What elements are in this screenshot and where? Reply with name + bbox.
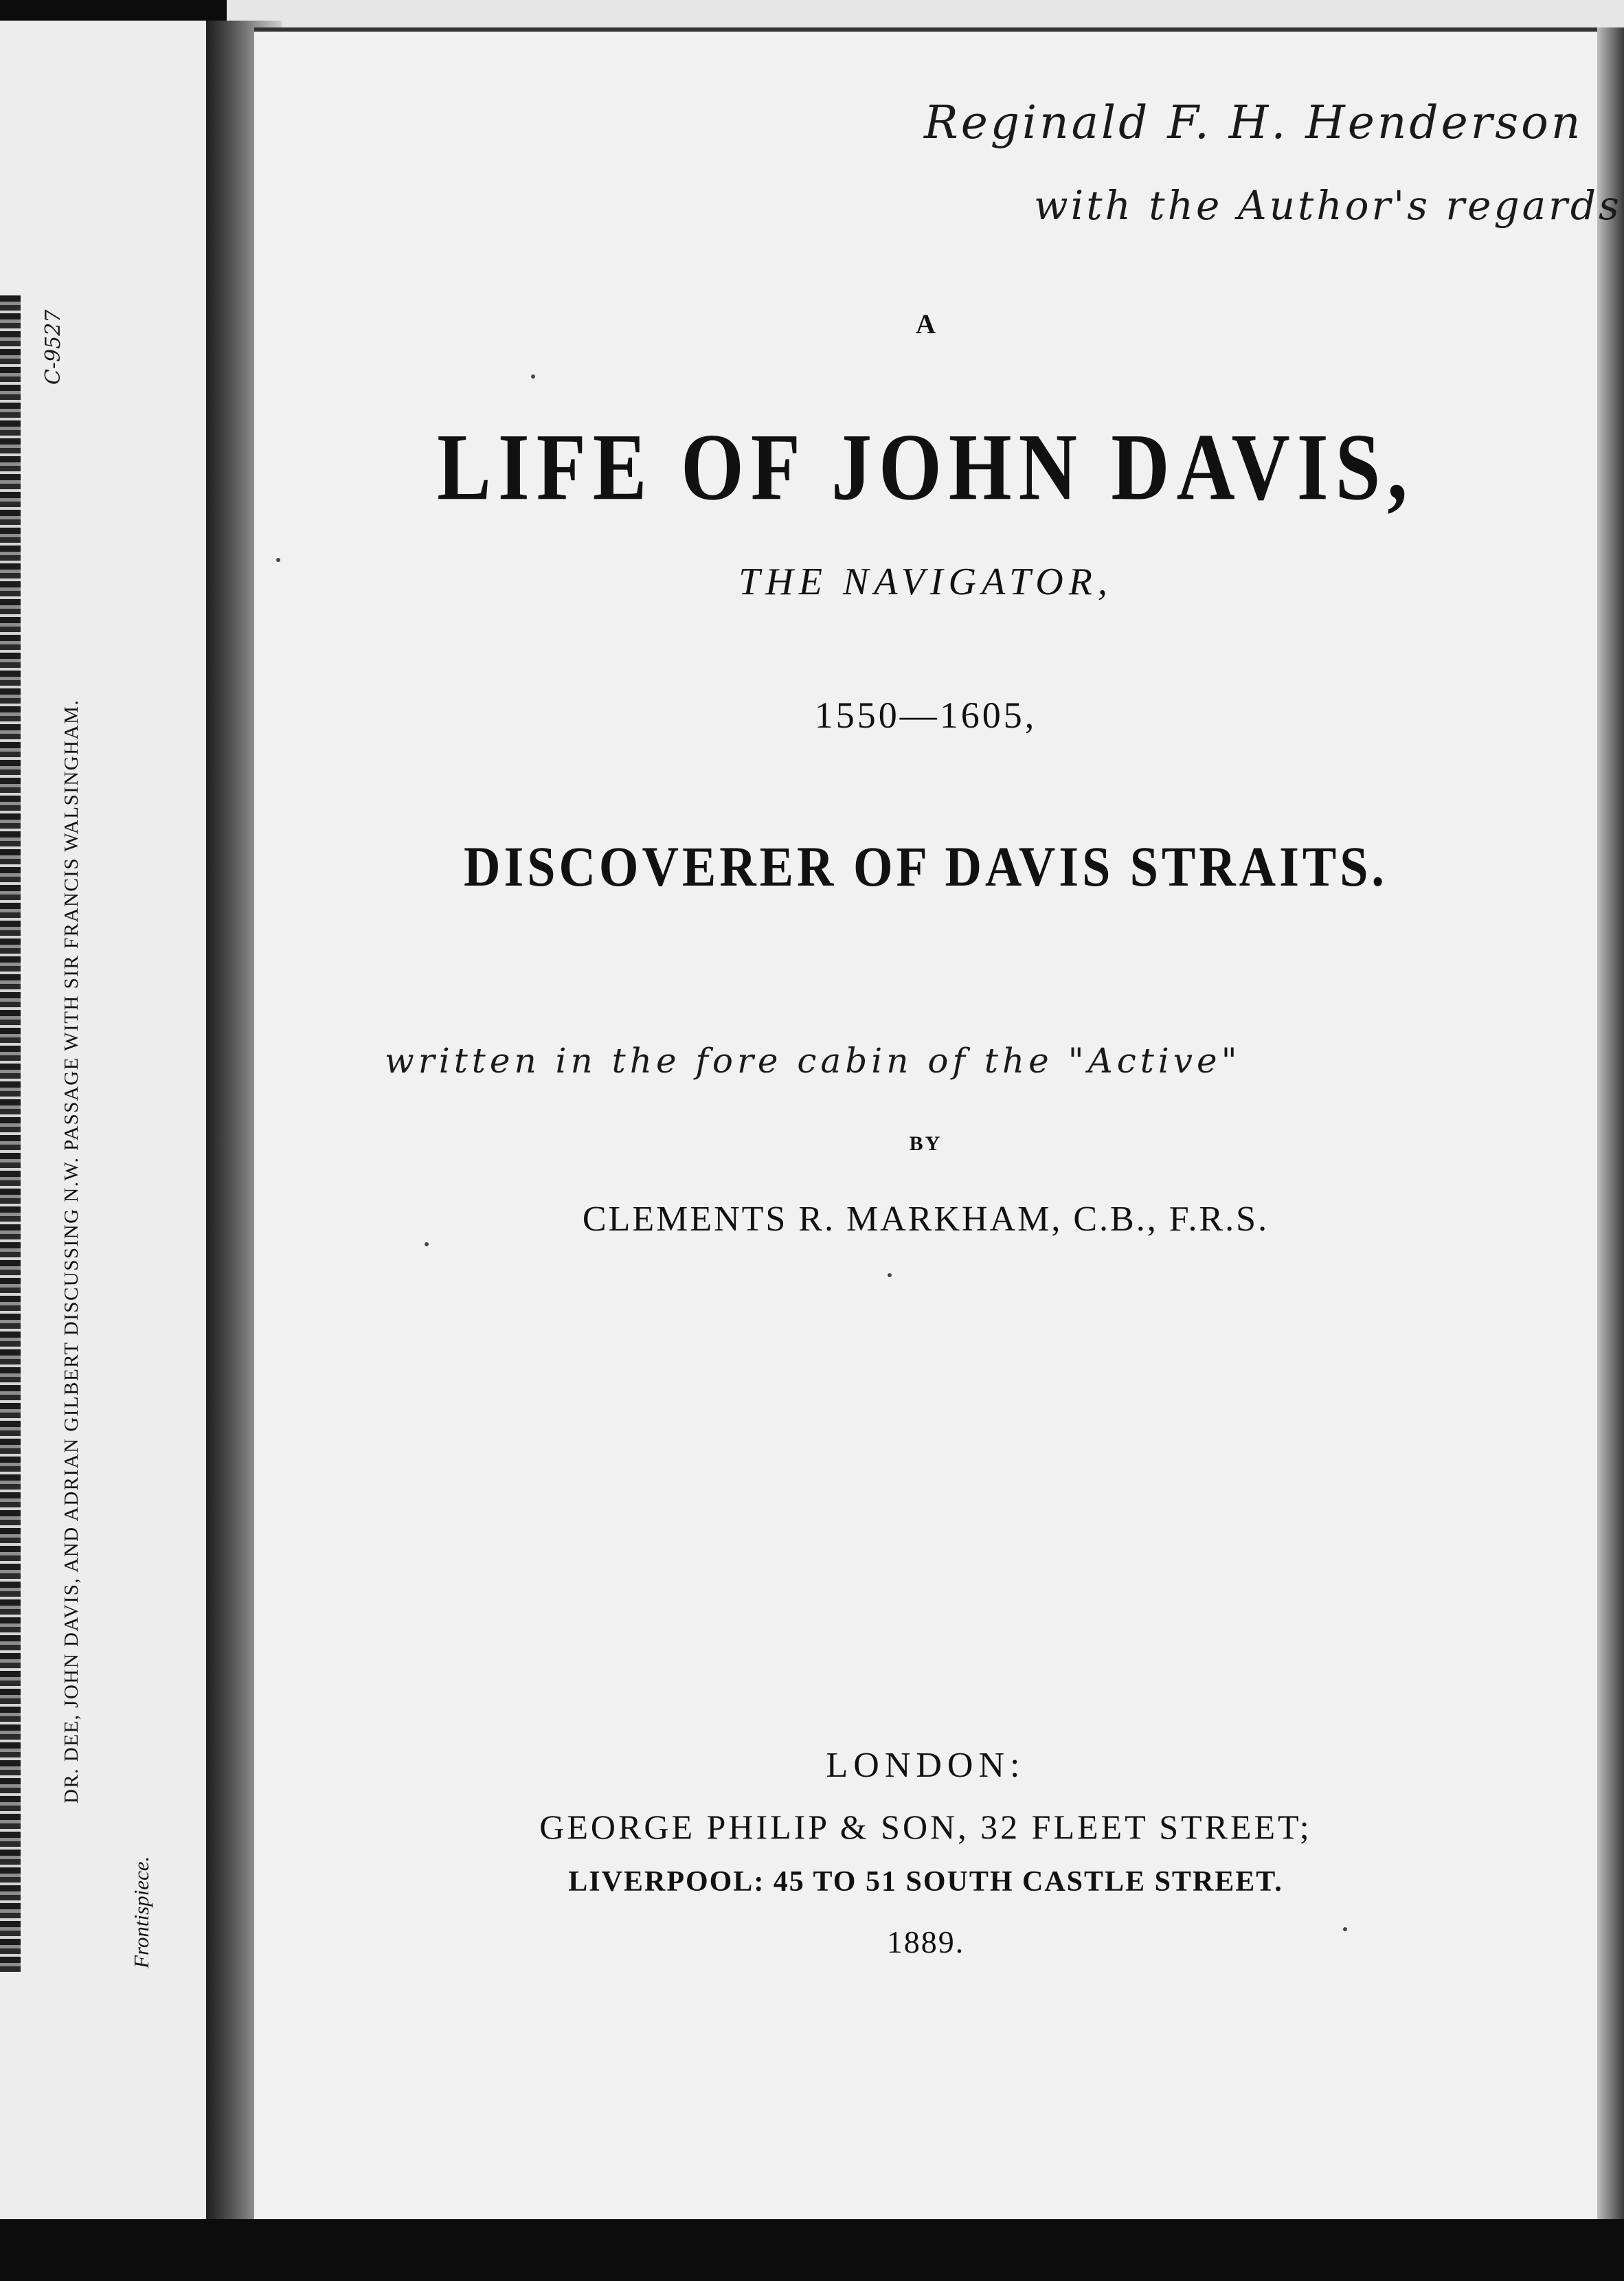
paper-speck <box>888 1273 892 1277</box>
imprint-liverpool: LIVERPOOL: 45 TO 51 SOUTH CASTLE STREET. <box>568 1866 1283 1898</box>
paper-speck <box>1343 1927 1347 1931</box>
frontispiece-caption: DR. DEE, JOHN DAVIS, AND ADRIAN GILBERT DISCUSSING N.W. PASSAGE WITH SIR FRANCIS WALSINGHAM. <box>60 699 82 1804</box>
book-subtitle: THE NAVIGATOR, <box>738 561 1113 603</box>
plate-edge <box>0 295 21 1972</box>
handwritten-note: written in the fore cabin of the "Active" <box>385 1041 1241 1081</box>
inscription-line-1: Reginald F. H. Henderson <box>924 96 1583 149</box>
title-article: A <box>916 308 936 339</box>
paper-speck <box>276 558 280 562</box>
page-fore-edge <box>1597 27 1624 2226</box>
inscription-line-2: with the Author's regards <box>1034 182 1622 229</box>
by-label: BY <box>909 1132 943 1155</box>
paper-speck <box>425 1242 429 1246</box>
pencil-shelf-mark <box>41 357 117 385</box>
life-dates: 1550—1605, <box>814 695 1037 736</box>
author-name: CLEMENTS R. MARKHAM, C.B., F.R.S. <box>582 1200 1270 1239</box>
imprint-publisher: GEORGE PHILIP & SON, 32 FLEET STREET; <box>539 1808 1312 1846</box>
discoverer-line: DISCOVERER OF DAVIS STRAITS. <box>464 835 1388 899</box>
imprint-year: 1889. <box>886 1924 965 1959</box>
frontispiece-page <box>0 21 210 2223</box>
book-title: LIFE OF JOHN DAVIS, <box>437 414 1414 520</box>
scan-bottom-border <box>0 2219 1624 2281</box>
imprint-city: LONDON: <box>826 1746 1026 1785</box>
paper-speck <box>531 374 535 379</box>
frontispiece-label: Frontispiece. <box>129 1856 153 1968</box>
